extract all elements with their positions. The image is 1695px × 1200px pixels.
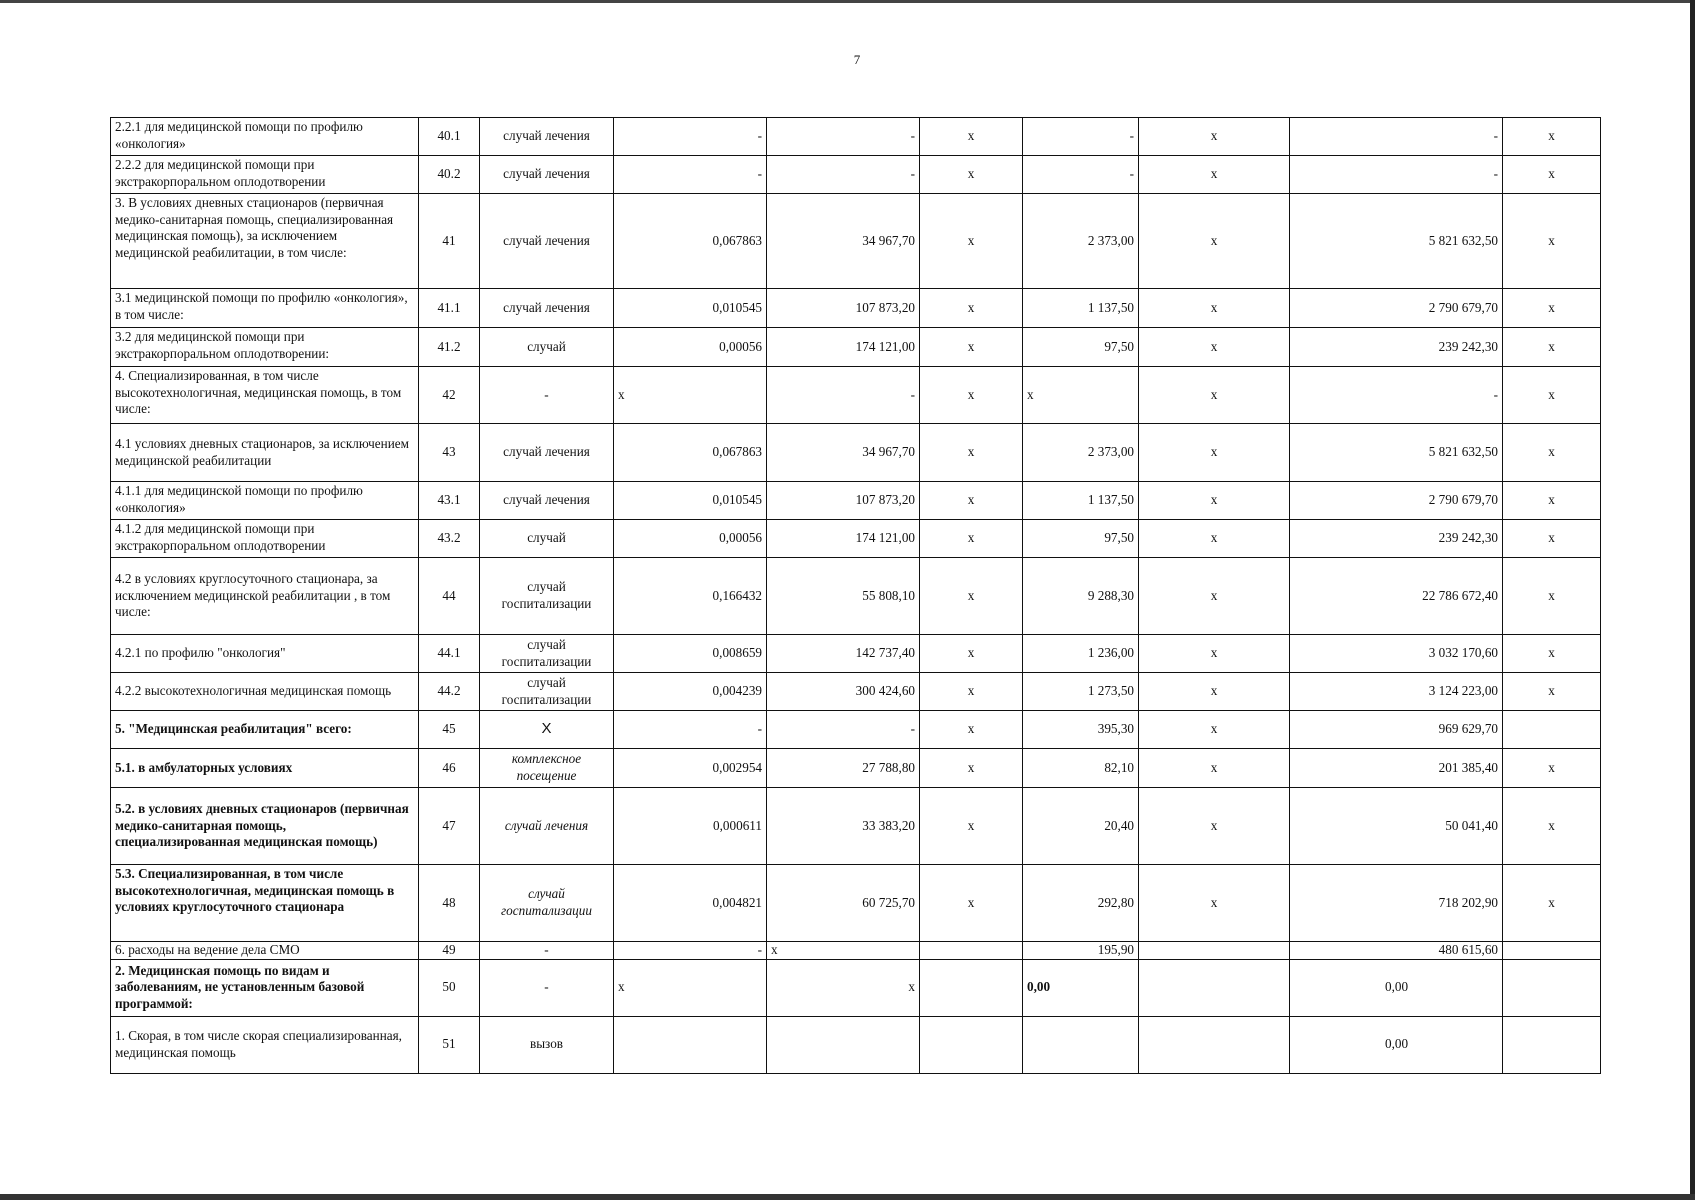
row-name: 6. расходы на ведение дела СМО [111,942,419,960]
row-unit: вызов [480,1016,614,1073]
row-unit: случай госпитализации [480,865,614,942]
row-volume: 0,010545 [614,482,767,520]
row-code: 43 [419,424,480,482]
row-c10: х [1503,482,1601,520]
row-name: 4. Специализированная, в том числе высокотехнологичная, медицинская помощь, в том числе: [111,367,419,424]
row-per-capita: 9 288,30 [1023,558,1139,635]
row-cost: 27 788,80 [767,749,920,788]
row-name: 2. Медицинская помощь по видам и заболеваниям, не установленным базовой программой: [111,959,419,1016]
row-c8: х [1139,635,1290,673]
table-row [111,788,1601,865]
row-name: 4.1 условиях дневных стационаров, за исключением медицинской реабилитации [111,424,419,482]
row-code: 47 [419,788,480,865]
row-total: 969 629,70 [1290,711,1503,749]
row-c6: х [920,367,1023,424]
row-total: 5 821 632,50 [1290,424,1503,482]
row-code: 42 [419,367,480,424]
row-cost: - [767,156,920,194]
row-cost: 107 873,20 [767,289,920,328]
row-unit: случай госпитализации [480,558,614,635]
row-volume: 0,002954 [614,749,767,788]
row-c8: х [1139,156,1290,194]
row-per-capita: 2 373,00 [1023,194,1139,289]
table-row [111,328,1601,367]
row-c6: х [920,424,1023,482]
row-cost: х [767,942,920,960]
row-c8: х [1139,788,1290,865]
row-name: 4.1.2 для медицинской помощи при экстракорпоральном оплодотворении [111,520,419,558]
row-total: 0,00 [1290,959,1503,1016]
row-cost: 55 808,10 [767,558,920,635]
row-per-capita: 20,40 [1023,788,1139,865]
table-row [111,1016,1601,1073]
row-volume: 0,004239 [614,673,767,711]
row-code: 44.2 [419,673,480,711]
scan-top-edge [0,0,1695,3]
row-total: 718 202,90 [1290,865,1503,942]
row-c10: х [1503,673,1601,711]
row-total: 22 786 672,40 [1290,558,1503,635]
row-c10: х [1503,788,1601,865]
row-code: 49 [419,942,480,960]
row-c10: х [1503,367,1601,424]
row-unit: комплексное посещение [480,749,614,788]
row-c10: х [1503,635,1601,673]
row-cost: 107 873,20 [767,482,920,520]
row-unit: случай лечения [480,194,614,289]
row-per-capita: 195,90 [1023,942,1139,960]
row-code: 41.1 [419,289,480,328]
row-cost: 33 383,20 [767,788,920,865]
row-total: 201 385,40 [1290,749,1503,788]
row-c10: х [1503,328,1601,367]
row-volume: - [614,942,767,960]
row-c6: х [920,194,1023,289]
row-unit: случай [480,520,614,558]
row-c6: х [920,865,1023,942]
row-per-capita: 2 373,00 [1023,424,1139,482]
row-volume: х [614,959,767,1016]
row-total: - [1290,367,1503,424]
table-row [111,558,1601,635]
row-cost: 300 424,60 [767,673,920,711]
row-c8: х [1139,520,1290,558]
row-code: 46 [419,749,480,788]
row-per-capita: 1 273,50 [1023,673,1139,711]
row-name: 4.1.1 для медицинской помощи по профилю «онкология» [111,482,419,520]
row-c10: х [1503,865,1601,942]
row-per-capita: 395,30 [1023,711,1139,749]
row-volume: 0,004821 [614,865,767,942]
table-row [111,673,1601,711]
row-total: 5 821 632,50 [1290,194,1503,289]
row-per-capita: х [1023,367,1139,424]
row-name: 1. Скорая, в том числе скорая специализированная, медицинская помощь [111,1016,419,1073]
row-total: 3 032 170,60 [1290,635,1503,673]
row-volume: 0,010545 [614,289,767,328]
row-per-capita: 1 236,00 [1023,635,1139,673]
row-c6 [920,942,1023,960]
table-row [111,289,1601,328]
row-unit: случай [480,328,614,367]
row-per-capita: 292,80 [1023,865,1139,942]
row-unit: случай госпитализации [480,635,614,673]
row-code: 51 [419,1016,480,1073]
row-cost: 174 121,00 [767,520,920,558]
scan-right-edge [1690,0,1695,1200]
row-cost: - [767,711,920,749]
row-unit: случай лечения [480,424,614,482]
row-per-capita: - [1023,156,1139,194]
row-c6: х [920,118,1023,156]
table-row [111,156,1601,194]
row-cost: 60 725,70 [767,865,920,942]
row-c10: х [1503,558,1601,635]
row-c6: х [920,788,1023,865]
row-unit: Х [480,711,614,749]
table-row [111,194,1601,289]
row-c10: х [1503,118,1601,156]
row-c8 [1139,942,1290,960]
row-per-capita [1023,1016,1139,1073]
row-name: 2.2.1 для медицинской помощи по профилю «онкология» [111,118,419,156]
row-c6 [920,1016,1023,1073]
table-row [111,635,1601,673]
row-c8: х [1139,673,1290,711]
row-code: 41 [419,194,480,289]
row-total: 2 790 679,70 [1290,289,1503,328]
row-name: 3.1 медицинской помощи по профилю «онкология», в том числе: [111,289,419,328]
row-volume: 0,067863 [614,424,767,482]
row-c6: х [920,328,1023,367]
row-c6: х [920,558,1023,635]
row-cost [767,1016,920,1073]
row-unit: - [480,367,614,424]
row-c8: х [1139,194,1290,289]
row-cost: х [767,959,920,1016]
row-volume: 0,008659 [614,635,767,673]
row-unit: случай лечения [480,156,614,194]
row-c8: х [1139,367,1290,424]
table-row [111,865,1601,942]
row-per-capita: 0,00 [1023,959,1139,1016]
row-per-capita: - [1023,118,1139,156]
row-c10: х [1503,749,1601,788]
row-c10: х [1503,289,1601,328]
row-name: 4.2 в условиях круглосуточного стационара, за исключением медицинской реабилитации , в том числе: [111,558,419,635]
row-name: 5.3. Специализированная, в том числе высокотехнологичная, медицинская помощь в условиях круглосуточного стационара [111,865,419,942]
row-c8: х [1139,289,1290,328]
row-c8: х [1139,482,1290,520]
row-cost: 142 737,40 [767,635,920,673]
row-volume: 0,000611 [614,788,767,865]
table-row [111,367,1601,424]
row-code: 48 [419,865,480,942]
row-volume: х [614,367,767,424]
row-code: 43.1 [419,482,480,520]
row-unit: - [480,942,614,960]
row-c8: х [1139,328,1290,367]
row-cost: 34 967,70 [767,424,920,482]
row-c8: х [1139,711,1290,749]
row-code: 44 [419,558,480,635]
row-total: 239 242,30 [1290,328,1503,367]
row-c8: х [1139,558,1290,635]
row-name: 5.2. в условиях дневных стационаров (первичная медико-санитарная помощь, специализированная медицинская помощь) [111,788,419,865]
row-c8: х [1139,118,1290,156]
row-name: 4.2.2 высокотехнологичная медицинская помощь [111,673,419,711]
row-c6: х [920,711,1023,749]
row-c10: х [1503,156,1601,194]
row-unit: случай лечения [480,118,614,156]
row-c10 [1503,959,1601,1016]
row-c8: х [1139,749,1290,788]
table-row [111,482,1601,520]
row-c6: х [920,635,1023,673]
row-unit: - [480,959,614,1016]
row-volume: - [614,711,767,749]
row-code: 41.2 [419,328,480,367]
row-name: 5.1. в амбулаторных условиях [111,749,419,788]
scan-bottom-edge [0,1194,1695,1200]
row-total: 0,00 [1290,1016,1503,1073]
table-row [111,959,1601,1016]
row-volume: 0,00056 [614,520,767,558]
row-c8 [1139,959,1290,1016]
row-c10: х [1503,520,1601,558]
row-unit: случай лечения [480,482,614,520]
row-code: 44.1 [419,635,480,673]
row-code: 43.2 [419,520,480,558]
row-code: 45 [419,711,480,749]
row-volume [614,1016,767,1073]
row-total: - [1290,156,1503,194]
row-code: 40.1 [419,118,480,156]
row-cost: 174 121,00 [767,328,920,367]
row-c6: х [920,749,1023,788]
row-unit: случай лечения [480,289,614,328]
table-row [111,942,1601,960]
row-volume: - [614,156,767,194]
row-code: 50 [419,959,480,1016]
row-cost: 34 967,70 [767,194,920,289]
row-volume: 0,166432 [614,558,767,635]
row-c6: х [920,673,1023,711]
row-total: 239 242,30 [1290,520,1503,558]
row-total: 50 041,40 [1290,788,1503,865]
row-cost: - [767,118,920,156]
row-c10: х [1503,194,1601,289]
row-total: 3 124 223,00 [1290,673,1503,711]
row-volume: - [614,118,767,156]
row-name: 4.2.1 по профилю "онкология" [111,635,419,673]
row-c10 [1503,942,1601,960]
row-c6: х [920,156,1023,194]
row-cost: - [767,367,920,424]
row-per-capita: 97,50 [1023,520,1139,558]
page-number: 7 [853,52,861,67]
table-row [111,424,1601,482]
row-c6 [920,959,1023,1016]
row-c6: х [920,482,1023,520]
table-row [111,749,1601,788]
row-c10 [1503,711,1601,749]
row-total: - [1290,118,1503,156]
table-row [111,118,1601,156]
row-per-capita: 1 137,50 [1023,289,1139,328]
row-per-capita: 1 137,50 [1023,482,1139,520]
row-volume: 0,00056 [614,328,767,367]
row-total: 480 615,60 [1290,942,1503,960]
row-name: 2.2.2 для медицинской помощи при экстракорпоральном оплодотворении [111,156,419,194]
table-row [111,520,1601,558]
row-name: 3. В условиях дневных стационаров (первичная медико-санитарная помощь, специализированная медицинская помощь), за исключением медицинской реабилитации, в том числе: [111,194,419,289]
table-row [111,711,1601,749]
row-volume: 0,067863 [614,194,767,289]
row-name: 3.2 для медицинской помощи при экстракорпоральном оплодотворении: [111,328,419,367]
row-unit: случай госпитализации [480,673,614,711]
row-code: 40.2 [419,156,480,194]
row-c8 [1139,1016,1290,1073]
row-c8: х [1139,865,1290,942]
row-c8: х [1139,424,1290,482]
row-name: 5. "Медицинская реабилитация" всего: [111,711,419,749]
row-unit: случай лечения [480,788,614,865]
row-c10 [1503,1016,1601,1073]
budget-table [110,117,1601,1074]
row-c6: х [920,289,1023,328]
row-c10: х [1503,424,1601,482]
row-total: 2 790 679,70 [1290,482,1503,520]
row-per-capita: 82,10 [1023,749,1139,788]
row-c6: х [920,520,1023,558]
row-per-capita: 97,50 [1023,328,1139,367]
